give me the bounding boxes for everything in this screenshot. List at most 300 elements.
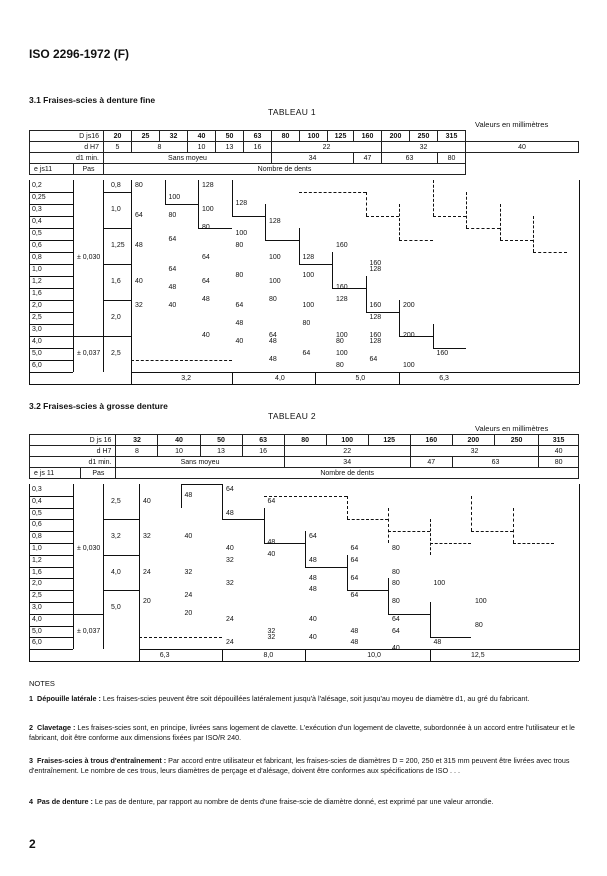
e-value: 1,0 bbox=[32, 545, 42, 552]
e-value: 0,4 bbox=[32, 497, 42, 505]
teeth-count: 100 bbox=[433, 580, 446, 588]
teeth-count: 80 bbox=[269, 296, 277, 303]
bottom-pitch: 10,0 bbox=[367, 652, 381, 660]
stair-line bbox=[332, 252, 333, 288]
D-value: 63 bbox=[242, 435, 284, 446]
teeth-count: 64 bbox=[392, 627, 400, 635]
teeth-count: 64 bbox=[350, 545, 359, 552]
pitch-value: 0,8 bbox=[111, 182, 121, 189]
D-value: 80 bbox=[284, 435, 326, 446]
note-2 bbox=[29, 723, 581, 743]
e-row-rule bbox=[29, 300, 73, 301]
e-value: 2,0 bbox=[32, 302, 42, 309]
teeth-count: 24 bbox=[226, 639, 234, 647]
bottom-pitch-rule bbox=[222, 649, 223, 661]
d-value: 40 bbox=[539, 446, 579, 457]
stair-dashed-line bbox=[131, 360, 232, 361]
stair-dashed-line bbox=[513, 543, 555, 544]
bottom-pitch: 4,0 bbox=[275, 375, 285, 382]
e-value: 0,6 bbox=[32, 521, 42, 529]
table-2-header bbox=[29, 434, 579, 479]
D-value: 200 bbox=[452, 435, 494, 446]
teeth-count: 128 bbox=[202, 182, 214, 189]
bottom-pitch: 6,3 bbox=[439, 375, 449, 382]
teeth-count: 100 bbox=[269, 278, 281, 285]
teeth-count: 48 bbox=[309, 556, 317, 564]
table-1-caption: TABLEAU 1 bbox=[268, 107, 316, 117]
note-title: Fraises-scies à trous d'entraînement : bbox=[37, 756, 167, 765]
bottom-pitch-rule bbox=[315, 372, 316, 384]
d1-value: 63 bbox=[382, 153, 438, 164]
note-4 bbox=[29, 797, 581, 807]
stair-line bbox=[165, 180, 166, 204]
teeth-count: 32 bbox=[184, 568, 193, 576]
teeth-count: 80 bbox=[392, 568, 400, 576]
teeth-count: 64 bbox=[202, 278, 210, 285]
D-value: 50 bbox=[200, 435, 242, 446]
teeth-count: 160 bbox=[369, 302, 382, 309]
teeth-count: 40 bbox=[168, 302, 177, 309]
e-value: 0,5 bbox=[32, 509, 42, 517]
bottom-row-rule bbox=[131, 372, 579, 373]
e-row-rule bbox=[29, 252, 73, 253]
body-border bbox=[29, 484, 30, 661]
bottom-pitch-rule bbox=[139, 649, 140, 661]
stair-line bbox=[232, 216, 266, 217]
e-value: 1,6 bbox=[32, 568, 42, 576]
bottom-pitch-rule bbox=[131, 372, 132, 384]
e-column-rule bbox=[73, 484, 74, 649]
teeth-count: 40 bbox=[143, 497, 151, 505]
teeth-count: 48 bbox=[202, 296, 210, 303]
stair-line bbox=[264, 508, 265, 543]
e-value: 1,0 bbox=[32, 266, 42, 273]
stair-line bbox=[388, 614, 430, 615]
note-title: Dépouille latérale : bbox=[37, 694, 101, 703]
stair-dashed-line bbox=[366, 192, 367, 216]
stair-line bbox=[232, 180, 233, 216]
teeth-count: 128 bbox=[235, 200, 248, 207]
section-heading-3-1: 3.1 Fraises-scies à denture fine bbox=[29, 95, 156, 105]
stair-dashed-line bbox=[533, 252, 567, 253]
bottom-pitch-rule bbox=[399, 372, 400, 384]
stair-dashed-line bbox=[466, 228, 500, 229]
teeth-count: 32 bbox=[226, 580, 234, 588]
D-value: 32 bbox=[160, 131, 188, 142]
D-value: 80 bbox=[272, 131, 300, 142]
teeth-count: 128 bbox=[369, 266, 382, 273]
pitch-rule bbox=[103, 590, 139, 591]
d1-value: 63 bbox=[452, 457, 538, 468]
stair-dashed-line bbox=[500, 204, 501, 240]
pas-column-rule bbox=[103, 180, 104, 372]
e-row-rule bbox=[29, 508, 73, 509]
stair-dashed-line bbox=[388, 508, 389, 543]
bottom-pitch: 3,2 bbox=[181, 375, 191, 382]
D-value: 160 bbox=[354, 131, 382, 142]
table-1-units: Valeurs en millimètres bbox=[475, 120, 549, 129]
bottom-pitch: 6,3 bbox=[159, 652, 170, 660]
pitch-value: 2,5 bbox=[111, 350, 121, 357]
stair-line bbox=[181, 484, 223, 485]
note-text: Les fraises-scies sont, en principe, livrées sans logement de clavette. L'exécution d'un logement de clavette, subordonnée à un accord entre l'utilisateur et le fabricant, doit être conforme aux dimensions fixées par ISO/R 240. bbox=[29, 723, 575, 742]
stair-line bbox=[347, 555, 348, 590]
pitch-value: 3,2 bbox=[111, 533, 121, 541]
teeth-count: 80 bbox=[336, 338, 344, 345]
teeth-count: 64 bbox=[269, 332, 277, 339]
stair-line bbox=[433, 348, 467, 349]
teeth-count: 128 bbox=[302, 254, 315, 261]
bottom-pitch-rule bbox=[305, 649, 306, 661]
teeth-count: 80 bbox=[475, 621, 483, 629]
e-value: 6,0 bbox=[32, 639, 42, 647]
bottom-pitch-rule bbox=[232, 372, 233, 384]
stair-line bbox=[265, 240, 299, 241]
e-value: 3,0 bbox=[32, 326, 42, 333]
teeth-count: 48 bbox=[226, 509, 234, 517]
teeth-count: 48 bbox=[135, 242, 143, 249]
teeth-count: 32 bbox=[226, 556, 234, 564]
e-row-rule bbox=[29, 602, 73, 603]
e-value: 0,8 bbox=[32, 533, 42, 541]
e-row-rule bbox=[29, 555, 73, 556]
d1-value: 47 bbox=[354, 153, 382, 164]
notes-title: NOTES bbox=[29, 679, 55, 688]
teeth-count: 80 bbox=[392, 580, 400, 588]
stair-line bbox=[399, 300, 400, 336]
e-row-rule bbox=[29, 288, 73, 289]
D-value: 20 bbox=[104, 131, 132, 142]
teeth-count: 40 bbox=[135, 278, 143, 285]
e-value: 2,5 bbox=[32, 314, 42, 321]
stair-dashed-line bbox=[430, 519, 431, 554]
teeth-count: 64 bbox=[350, 574, 359, 582]
teeth-count: 64 bbox=[267, 497, 276, 505]
d1-value: 34 bbox=[284, 457, 410, 468]
e-value: 0,6 bbox=[32, 242, 42, 249]
e-row-rule bbox=[29, 614, 73, 615]
label-d: d H7 bbox=[30, 142, 104, 153]
e-column-rule bbox=[73, 180, 74, 372]
D-value: 40 bbox=[188, 131, 216, 142]
stair-dashed-line bbox=[299, 192, 366, 193]
stair-line bbox=[366, 312, 400, 313]
label-pas: Pas bbox=[74, 164, 104, 175]
body-border bbox=[29, 180, 30, 384]
stair-dashed-line bbox=[471, 496, 472, 531]
teeth-count: 64 bbox=[226, 486, 234, 493]
teeth-count: 160 bbox=[369, 332, 382, 339]
e-row-rule bbox=[29, 543, 73, 544]
stair-line bbox=[198, 180, 199, 228]
e-row-rule bbox=[29, 192, 73, 193]
d-value: 13 bbox=[216, 142, 244, 153]
d1-value: Sans moyeu bbox=[116, 457, 284, 468]
teeth-count: 80 bbox=[135, 182, 143, 189]
note-3 bbox=[29, 756, 581, 776]
teeth-count: 48 bbox=[433, 639, 442, 647]
pitch-value: 2,0 bbox=[111, 314, 121, 321]
teeth-count: 20 bbox=[143, 598, 151, 606]
e-value: 2,5 bbox=[32, 592, 42, 600]
stair-dashed-line bbox=[513, 508, 514, 543]
e-tolerance: ± 0,030 bbox=[77, 254, 101, 261]
e-value: 1,2 bbox=[32, 556, 42, 564]
teeth-count: 48 bbox=[309, 586, 317, 594]
teeth-count: 64 bbox=[350, 592, 359, 600]
stair-line bbox=[347, 590, 389, 591]
stair-line bbox=[430, 637, 472, 638]
stair-dashed-line bbox=[500, 240, 534, 241]
e-tolerance: ± 0,037 bbox=[77, 350, 101, 357]
stair-line bbox=[299, 228, 300, 264]
label-d1: d1 min. bbox=[30, 457, 116, 468]
stair-line bbox=[433, 324, 434, 348]
teeth-count: 128 bbox=[336, 296, 348, 303]
stair-dashed-line bbox=[347, 519, 389, 520]
teeth-count: 128 bbox=[369, 314, 382, 321]
e-value: 1,6 bbox=[32, 290, 42, 297]
teeth-count: 100 bbox=[336, 350, 348, 357]
teeth-count: 64 bbox=[202, 254, 210, 261]
stair-line bbox=[388, 578, 389, 613]
stair-line bbox=[181, 484, 182, 508]
pitch-value: 5,0 bbox=[111, 604, 121, 611]
bottom-pitch: 8,0 bbox=[263, 652, 274, 660]
e-value: 4,0 bbox=[32, 615, 42, 623]
e-value: 0,5 bbox=[32, 230, 42, 237]
D-value: 100 bbox=[300, 131, 328, 142]
D-value: 250 bbox=[494, 435, 538, 446]
teeth-count: 160 bbox=[369, 260, 382, 267]
D-value: 50 bbox=[216, 131, 244, 142]
e-tolerance: ± 0,030 bbox=[77, 545, 101, 552]
teeth-count: 48 bbox=[235, 320, 244, 327]
e-value: 2,0 bbox=[32, 580, 42, 588]
teeth-count: 32 bbox=[135, 302, 143, 309]
e-value: 5,0 bbox=[32, 350, 42, 357]
teeth-count: 160 bbox=[336, 242, 348, 249]
stair-line bbox=[430, 602, 431, 637]
e-row-rule bbox=[29, 240, 73, 241]
e-tolerance: ± 0,037 bbox=[77, 627, 101, 635]
teeth-count: 80 bbox=[168, 212, 177, 219]
stair-dashed-line bbox=[466, 192, 467, 228]
d1-value: 80 bbox=[438, 153, 466, 164]
teeth-count: 32 bbox=[267, 633, 276, 641]
stair-dashed-line bbox=[399, 240, 433, 241]
teeth-count: 24 bbox=[226, 615, 234, 623]
teeth-count: 40 bbox=[235, 338, 244, 345]
teeth-count: 20 bbox=[184, 609, 193, 617]
table-1-header bbox=[29, 130, 579, 175]
pitch-rule bbox=[103, 336, 131, 337]
pitch-value: 1,25 bbox=[111, 242, 125, 249]
e-row-rule bbox=[29, 372, 73, 373]
pitch-value: 1,0 bbox=[111, 206, 121, 213]
d-value: 16 bbox=[244, 142, 272, 153]
teeth-count: 160 bbox=[336, 284, 348, 291]
d-value: 8 bbox=[116, 446, 158, 457]
d-value: 22 bbox=[272, 142, 382, 153]
D-value: 160 bbox=[410, 435, 452, 446]
teeth-count: 40 bbox=[226, 545, 234, 552]
note-1 bbox=[29, 694, 581, 704]
teeth-count: 40 bbox=[267, 550, 276, 558]
teeth-count: 160 bbox=[436, 350, 449, 357]
label-pas: Pas bbox=[81, 468, 116, 479]
body-border bbox=[579, 180, 580, 384]
stair-line bbox=[165, 204, 199, 205]
teeth-count: 100 bbox=[475, 598, 487, 606]
tolerance-rule bbox=[73, 336, 103, 337]
teeth-count: 40 bbox=[309, 633, 317, 641]
e-row-rule bbox=[29, 578, 73, 579]
teeth-count: 64 bbox=[309, 533, 317, 541]
teeth-count: 80 bbox=[392, 545, 400, 552]
stair-dashed-line bbox=[131, 336, 132, 372]
stair-dashed-line bbox=[388, 531, 430, 532]
teeth-count: 48 bbox=[350, 639, 359, 647]
pitch-rule bbox=[103, 228, 131, 229]
e-row-rule bbox=[29, 637, 73, 638]
pitch-rule bbox=[103, 300, 131, 301]
note-title: Clavetage : bbox=[37, 723, 76, 732]
D-value: 200 bbox=[382, 131, 410, 142]
D-value: 25 bbox=[132, 131, 160, 142]
e-value: 5,0 bbox=[32, 627, 42, 635]
d-value: 10 bbox=[188, 142, 216, 153]
D-value: 125 bbox=[368, 435, 410, 446]
teeth-count: 80 bbox=[202, 224, 210, 231]
label-e: e js 11 bbox=[30, 468, 81, 479]
stair-line bbox=[305, 567, 347, 568]
e-row-rule bbox=[29, 567, 73, 568]
e-value: 4,0 bbox=[32, 338, 42, 345]
e-value: 6,0 bbox=[32, 362, 42, 369]
teeth-count: 100 bbox=[403, 362, 415, 369]
d-value: 32 bbox=[410, 446, 538, 457]
body-border bbox=[579, 484, 580, 661]
teeth-count: 48 bbox=[269, 356, 277, 363]
d1-value: 80 bbox=[539, 457, 579, 468]
stair-line bbox=[265, 204, 266, 240]
teeth-count: 64 bbox=[302, 350, 311, 357]
stair-dashed-line bbox=[471, 531, 513, 532]
stair-dashed-line bbox=[433, 216, 467, 217]
teeth-count: 80 bbox=[235, 242, 244, 249]
d-value: 32 bbox=[382, 142, 466, 153]
note-number: 4 bbox=[29, 797, 33, 806]
teeth-count: 100 bbox=[302, 302, 315, 309]
pas-column-rule bbox=[139, 484, 140, 649]
e-row-rule bbox=[29, 649, 73, 650]
note-text: Par accord entre utilisateur et fabricant, les fraises-scies de diamètres D = 200, 250 et 315 mm peuvent être livrées avec trous d'entraînement. Le nombre de ces trous, leurs diamètres de perçage et d'alésage, doivent être conformes aux spécifications de ISO . . . bbox=[29, 756, 570, 775]
stair-line bbox=[299, 264, 333, 265]
d1-value: 47 bbox=[410, 457, 452, 468]
stair-dashed-line bbox=[264, 496, 347, 497]
e-row-rule bbox=[29, 496, 73, 497]
d-value: 22 bbox=[284, 446, 410, 457]
stair-dashed-line bbox=[347, 496, 348, 520]
label-d1: d1 min. bbox=[30, 153, 104, 164]
D-value: 315 bbox=[539, 435, 579, 446]
pitch-value: 1,6 bbox=[111, 278, 121, 285]
teeth-count: 64 bbox=[135, 212, 143, 219]
e-row-rule bbox=[29, 264, 73, 265]
d-value: 10 bbox=[158, 446, 200, 457]
tolerance-rule bbox=[73, 614, 103, 615]
note-number: 2 bbox=[29, 723, 33, 732]
stair-dashed-line bbox=[433, 180, 434, 216]
e-value: 0,2 bbox=[32, 182, 42, 189]
document-title: ISO 2296-1972 (F) bbox=[29, 47, 130, 61]
table-2-caption: TABLEAU 2 bbox=[268, 411, 316, 421]
teeth-count: 100 bbox=[168, 194, 181, 201]
teeth-count: 64 bbox=[350, 556, 359, 564]
teeth-count: 48 bbox=[168, 284, 177, 291]
d-value: 40 bbox=[466, 142, 579, 153]
stair-line bbox=[366, 276, 367, 312]
D-value: 100 bbox=[326, 435, 368, 446]
teeth-count: 48 bbox=[269, 338, 277, 345]
teeth-count: 80 bbox=[392, 598, 400, 606]
stair-line bbox=[222, 484, 223, 519]
label-e: e js11 bbox=[30, 164, 74, 175]
e-row-rule bbox=[29, 531, 73, 532]
pitch-rule bbox=[103, 519, 139, 520]
note-text: Les fraises-scies peuvent être soit dépouillées latéralement jusqu'à l'alésage, soit jusqu'au moyeu de diamètre d1, au gré du fabricant. bbox=[102, 694, 530, 703]
teeth-count: 24 bbox=[184, 592, 193, 600]
d1-value: 34 bbox=[272, 153, 354, 164]
body-border bbox=[29, 661, 579, 662]
teeth-count: 40 bbox=[202, 332, 210, 339]
teeth-count: 32 bbox=[143, 533, 151, 541]
e-value: 0,4 bbox=[32, 218, 42, 225]
pitch-rule bbox=[103, 555, 139, 556]
note-title: Pas de denture : bbox=[37, 797, 93, 806]
page-number: 2 bbox=[29, 837, 36, 851]
bottom-pitch: 5,0 bbox=[355, 375, 366, 382]
stair-dashed-line bbox=[430, 543, 472, 544]
teeth-count: 100 bbox=[202, 206, 214, 213]
e-value: 0,3 bbox=[32, 486, 42, 493]
teeth-count: 48 bbox=[184, 491, 193, 499]
e-row-rule bbox=[29, 324, 73, 325]
e-row-rule bbox=[29, 228, 73, 229]
section-heading-3-2: 3.2 Fraises-scies à grosse denture bbox=[29, 401, 168, 411]
pitch-rule bbox=[103, 192, 131, 193]
stair-dashed-line bbox=[139, 637, 222, 638]
teeth-count: 128 bbox=[369, 338, 382, 345]
teeth-count: 200 bbox=[403, 302, 415, 309]
pitch-value: 2,5 bbox=[111, 497, 121, 505]
teeth-count: 100 bbox=[302, 272, 315, 279]
e-row-rule bbox=[29, 336, 73, 337]
stair-dashed-line bbox=[366, 216, 400, 217]
teeth-count: 200 bbox=[403, 332, 415, 339]
table-2-units: Valeurs en millimètres bbox=[475, 424, 549, 433]
teeth-count: 32 bbox=[267, 627, 276, 635]
D-value: 250 bbox=[410, 131, 438, 142]
e-value: 0,25 bbox=[32, 194, 46, 201]
e-value: 0,3 bbox=[32, 206, 42, 213]
e-value: 1,2 bbox=[32, 278, 42, 285]
note-text: Le pas de denture, par rapport au nombre de dents d'une fraise-scie de diamètre donné, est exprimé par une valeur arrondie. bbox=[94, 797, 494, 806]
teeth-count: 64 bbox=[392, 615, 400, 623]
teeth-count: 64 bbox=[235, 302, 244, 309]
teeth-count: 64 bbox=[369, 356, 378, 363]
